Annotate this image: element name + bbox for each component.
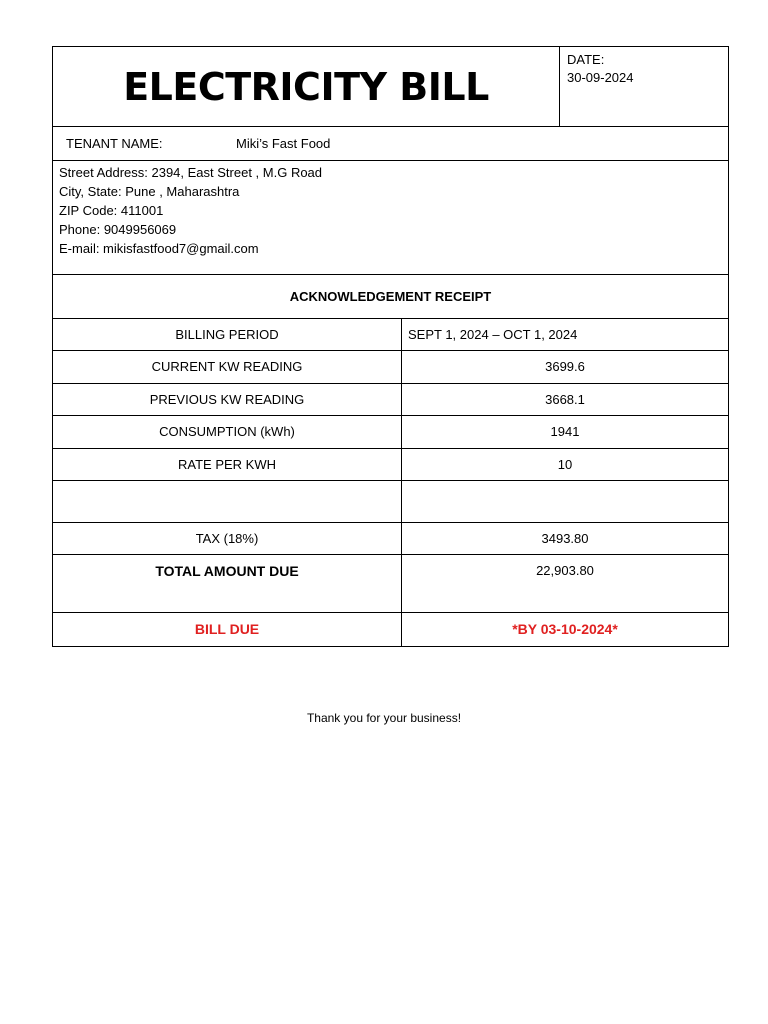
tax-label: TAX (18%) [53,523,402,554]
tenant-label: TENANT NAME: [66,136,163,151]
tax-row [53,523,728,555]
current-reading-value: 3699.6 [545,359,585,374]
phone: Phone: 9049956069 [59,222,177,237]
consumption-row [53,416,728,449]
tenant-row [53,127,728,161]
thank-you-note: Thank you for your business! [306,711,462,725]
address-block [53,161,328,274]
bill-due-value: *BY 03-10-2024* [512,621,618,637]
current-reading-label: CURRENT KW READING [53,351,402,383]
total-row [53,555,728,613]
tax-value: 3493.80 [541,531,589,546]
zip-code: ZIP Code: 411001 [59,203,164,218]
empty-cell-left [53,481,402,522]
bill-due-row [53,613,728,646]
billing-period-row [53,319,728,351]
total-value: 22,903.80 [536,563,594,578]
city-state: City, State: Pune , Maharashtra [59,184,240,199]
email: E-mail: mikisfastfood7@gmail.com [59,241,259,256]
receipt-title: ACKNOWLEDGEMENT RECEIPT [289,289,492,304]
current-reading-row [53,351,728,384]
tenant-name: Miki’s Fast Food [236,136,331,151]
total-label: TOTAL AMOUNT DUE [53,555,402,612]
rate-label: RATE PER KWH [53,449,402,480]
street-address: Street Address: 2394, East Street , M.G Road [59,165,323,180]
address-row [53,161,728,275]
electricity-bill [52,46,729,647]
date-value: 30-09-2024 [567,70,634,85]
consumption-value: 1941 [550,424,580,439]
date-label: DATE: [567,52,605,67]
rate-row [53,449,728,481]
billing-period-value: SEPT 1, 2024 – OCT 1, 2024 [408,327,578,342]
receipt-title-row [53,275,728,319]
billing-period-label: BILLING PERIOD [53,319,402,350]
rate-value: 10 [557,457,573,472]
bill-title: ELECTRICITY BILL [53,47,560,126]
date-cell [560,47,728,126]
empty-row [53,481,728,523]
previous-reading-value: 3668.1 [545,392,585,407]
bill-due-label: BILL DUE [53,613,402,646]
empty-cell-right [402,481,728,522]
title-row [53,47,728,127]
previous-reading-label: PREVIOUS KW READING [53,384,402,415]
previous-reading-row [53,384,728,416]
consumption-label: CONSUMPTION (kWh) [53,416,402,448]
